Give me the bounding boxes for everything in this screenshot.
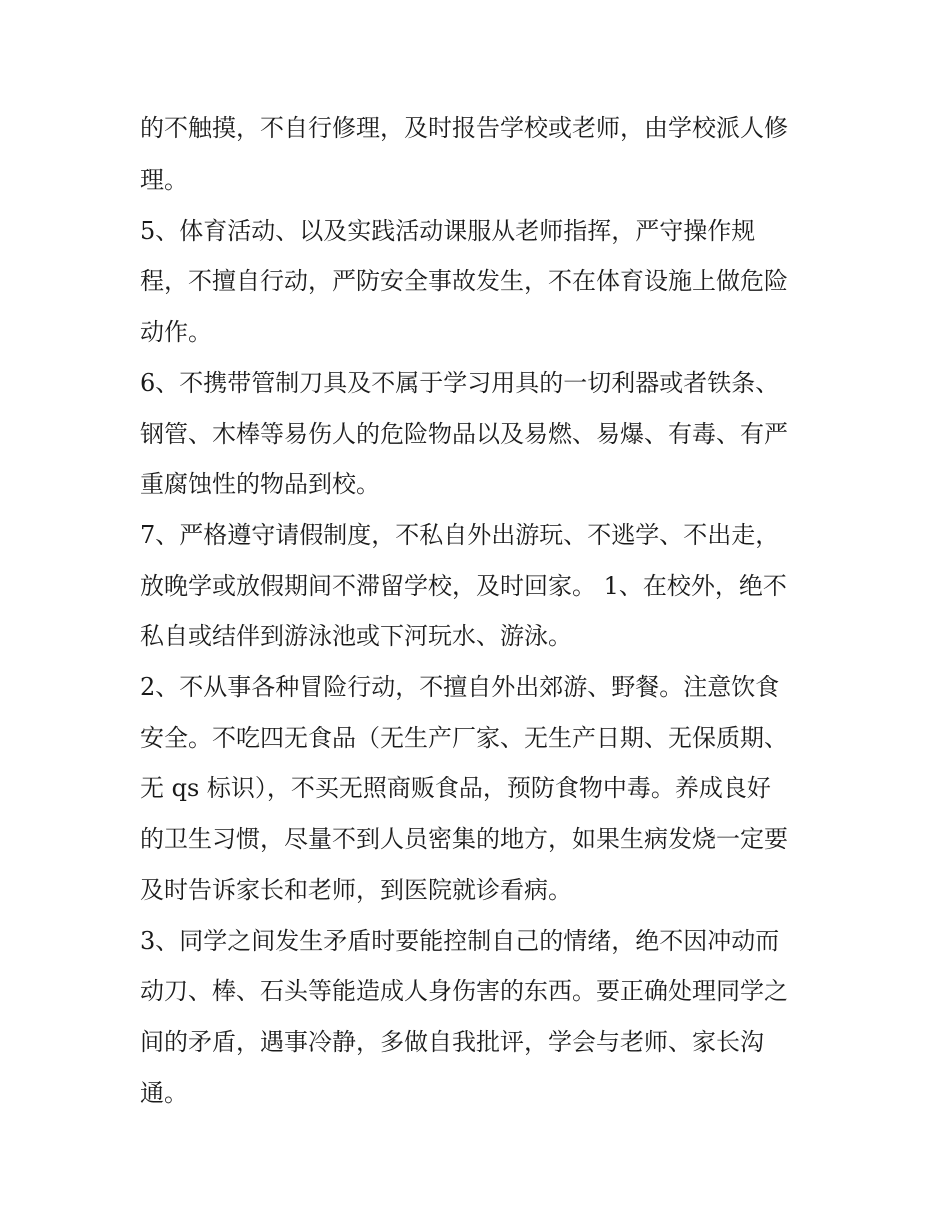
text-line: 2、不从事各种冒险行动，不擅自外出郊游、野餐。注意饮食 (140, 673, 780, 701)
text-line: 钢管、木棒等易伤人的危险物品以及易燃、易爆、有毒、有严 (140, 420, 788, 448)
text-line: 6、不携带管制刀具及不属于学习用具的一切利器或者铁条、 (140, 369, 780, 397)
text-line: 程，不擅自行动，严防安全事故发生，不在体育设施上做危险 (140, 267, 788, 295)
text-line: 及时告诉家长和老师，到医院就诊看病。 (140, 876, 572, 904)
text-line: 7、严格遵守请假制度，不私自外出游玩、不逃学、不出走， (140, 521, 780, 549)
text-line: 通。 (140, 1079, 188, 1107)
text-line: 放晚学或放假期间不滞留学校，及时回家。 1、在校外，绝不 (140, 572, 787, 600)
text-line: 动刀、棒、石头等能造成人身伤害的东西。要正确处理同学之 (140, 977, 788, 1005)
text-line: 安全。不吃四无食品（无生产厂家、无生产日期、无保质期、 (140, 724, 788, 752)
text-line: 无 qs 标识），不买无照商贩食品，预防食物中毒。养成良好 (140, 774, 771, 802)
text-line: 5、体育活动、以及实践活动课服从老师指挥，严守操作规 (140, 217, 756, 245)
text-line: 的卫生习惯，尽量不到人员密集的地方，如果生病发烧一定要 (140, 825, 788, 853)
text-line: 私自或结伴到游泳池或下河玩水、游泳。 (140, 622, 572, 650)
text-line: 3、同学之间发生矛盾时要能控制自己的情绪，绝不因冲动而 (140, 927, 780, 955)
text-line: 间的矛盾，遇事冷静，多做自我批评，学会与老师、家长沟 (140, 1028, 764, 1056)
text-line: 重腐蚀性的物品到校。 (140, 470, 380, 498)
text-line: 动作。 (140, 318, 212, 346)
text-line: 的不触摸，不自行修理，及时报告学校或老师，由学校派人修 (140, 114, 788, 142)
text-line: 理。 (140, 166, 188, 194)
